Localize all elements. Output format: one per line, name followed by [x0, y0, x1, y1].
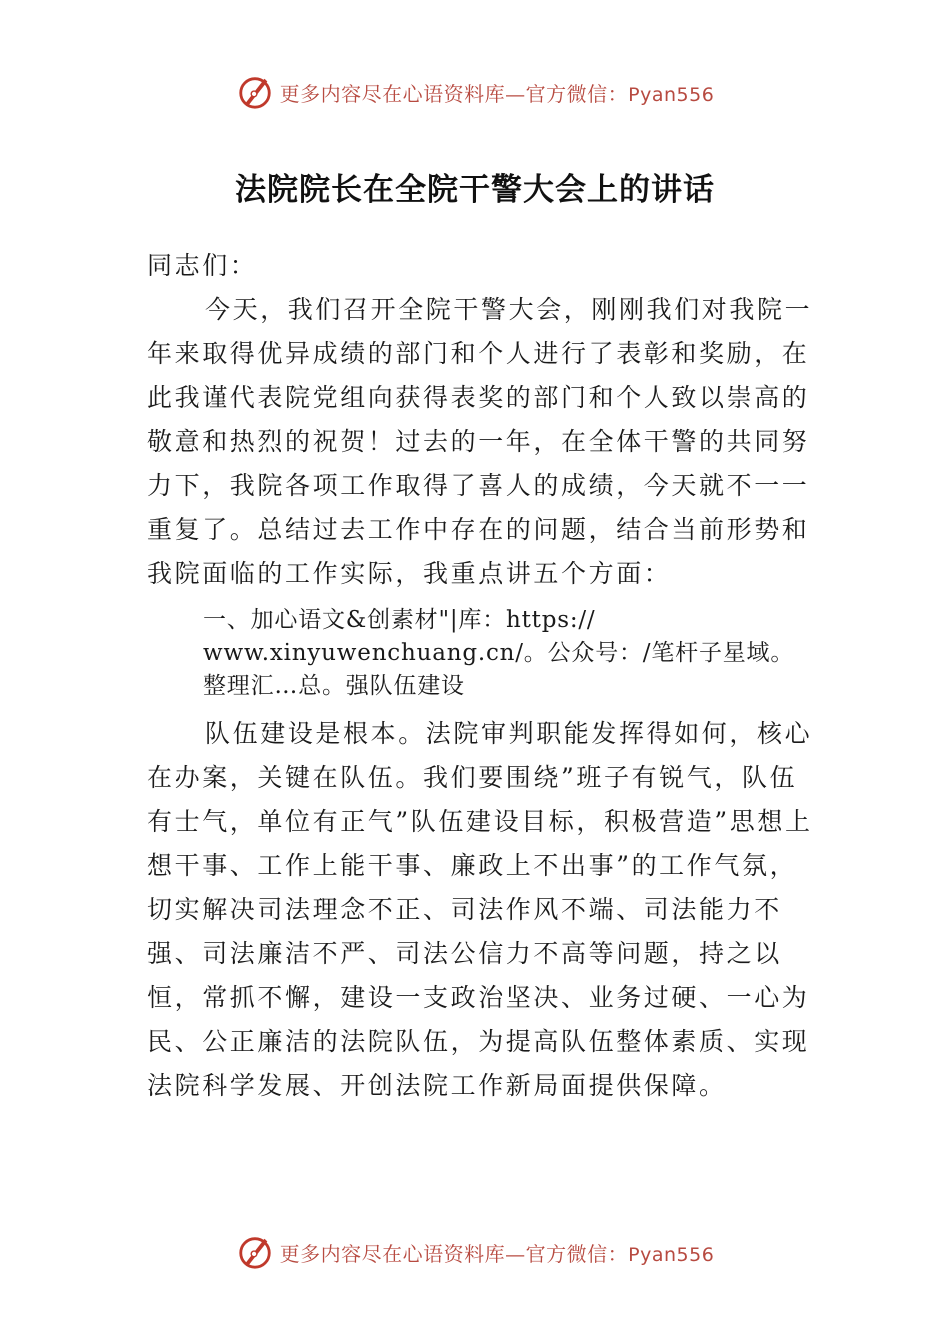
section-heading-1: [203, 604, 863, 703]
heading-line: www.xinyuwenchuang.cn/。公众号：/笔杆子星域。: [203, 640, 795, 666]
greeting: 同志们：: [147, 251, 258, 280]
heading-line: 整理汇…总。强队伍建设: [203, 673, 465, 699]
paragraph-intro: 今天，我们召开全院干警大会，刚刚我们对我院一年来取得优异成绩的部门和个人进行了表彰和奖励，在此我谨代表院党组向获得表奖的部门和个人致以崇高的敬意和热烈的祝贺！过去的一年，在全体干警的共同努力下，我院各项工作取得了喜人的成绩，今天就不一一重复了。总结过去工作中存在的问题，结合当前形势和我院面临的工作实际，我重点讲五个方面：: [147, 295, 813, 588]
footer-watermark-banner: [0, 1230, 950, 1274]
quill-logo-icon: [236, 73, 274, 111]
heading-line: 一、加心语文&创素材"|库：https://: [203, 607, 596, 633]
banner-text: 更多内容尽在心语资料库—官方微信：Pyan556: [279, 81, 715, 106]
wechat-id: Pyan556: [628, 83, 715, 106]
document-title: 法院院长在全院干警大会上的讲话: [235, 172, 715, 208]
quill-logo-icon: [236, 1233, 274, 1271]
banner-text: 更多内容尽在心语资料库—官方微信：Pyan556: [279, 1241, 715, 1266]
header-watermark-banner: [0, 70, 950, 114]
paragraph-team-building: 队伍建设是根本。法院审判职能发挥得如何，核心在办案，关键在队伍。我们要围绕”班子有锐气，队伍有士气，单位有正气”队伍建设目标，积极营造”思想上想干事、工作上能干事、廉政上不出事”的工作气氛，切实解决司法理念不正、司法作风不端、司法能力不强、司法廉洁不严、司法公信力不高等问题，持之以恒，常抓不懈，建设一支政治坚决、业务过硬、一心为民、公正廉洁的法院队伍，为提高队伍整体素质、实现法院科学发展、开创法院工作新局面提供保障。: [147, 719, 813, 1100]
wechat-id: Pyan556: [628, 1243, 715, 1266]
